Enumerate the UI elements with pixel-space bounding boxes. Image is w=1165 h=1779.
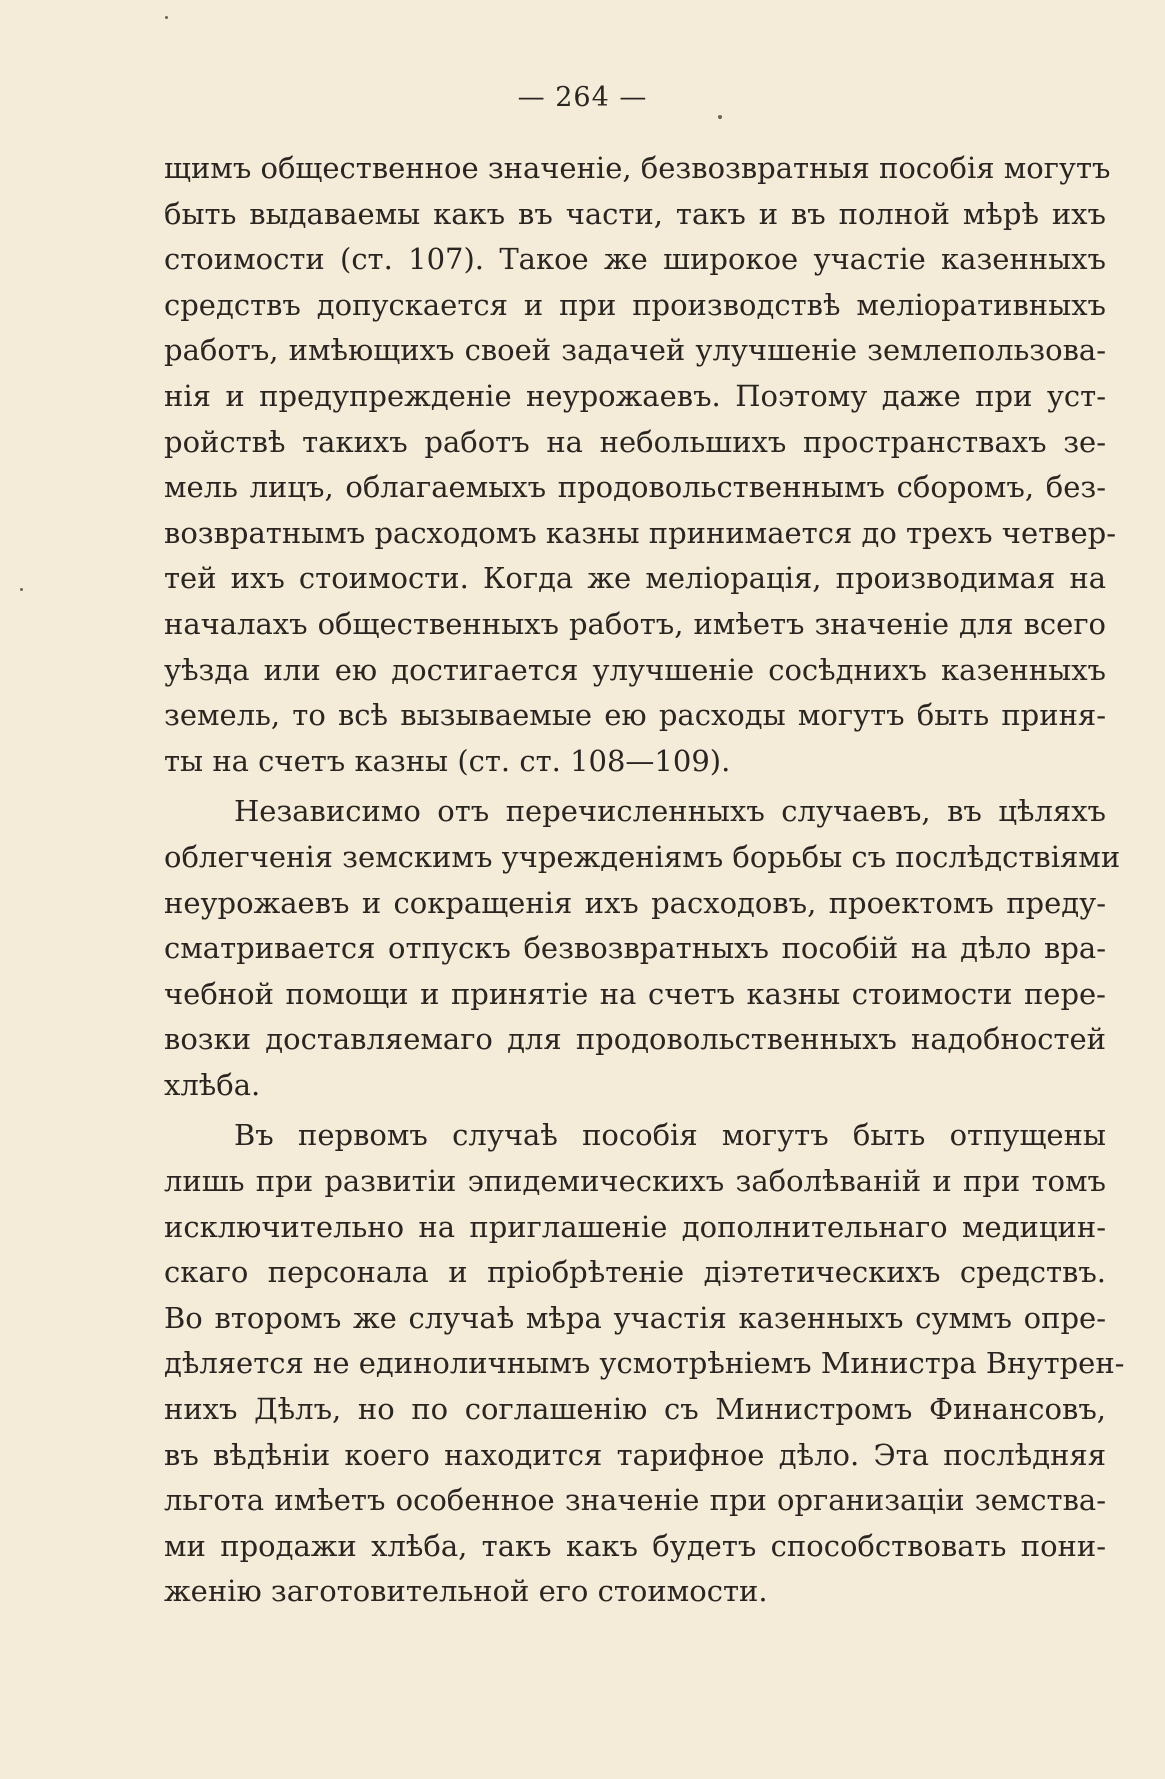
text-line: работъ, имѣющихъ своей задачей улучшеніе землепользова- (164, 333, 1106, 368)
text-line: лишь при развитіи эпидемическихъ заболѣваній и при томъ (164, 1164, 1106, 1199)
text-line: нихъ Дѣлъ, но по соглашенію съ Министромъ Финансовъ, (164, 1392, 1106, 1427)
text-line: тей ихъ стоимости. Когда же меліорація, производимая на (164, 561, 1106, 596)
text-line: неурожаевъ и сокращенія ихъ расходовъ, проектомъ преду- (164, 885, 1106, 920)
paragraph-1 (164, 146, 1117, 784)
text-line: Во второмъ же случаѣ мѣра участія казенныхъ суммъ опре- (164, 1300, 1106, 1335)
text-line: Независимо отъ перечисленныхъ случаевъ, въ цѣляхъ (234, 794, 1106, 829)
text-line: ты на счетъ казны (ст. ст. 108—109). (164, 743, 731, 778)
text-line: земель, то всѣ вызываемые ею расходы могутъ быть приня- (164, 698, 1106, 733)
text-line: ми продажи хлѣба, такъ какъ будетъ способствовать пони- (164, 1528, 1106, 1563)
text-line: щимъ общественное значеніе, безвозвратныя пособія могутъ (164, 151, 1111, 185)
text-line: нія и предупрежденіе неурожаевъ. Поэтому даже при уст- (164, 378, 1106, 413)
paper-speck (165, 16, 168, 19)
text-line: быть выдаваемы какъ въ части, такъ и въ полной мѣрѣ ихъ (164, 196, 1106, 231)
paper-speck (20, 588, 23, 591)
text-line: возвратнымъ расходомъ казны принимается до трехъ четвер- (164, 515, 1117, 550)
text-line: возки доставляемаго для продовольственныхъ надобностей (164, 1022, 1106, 1057)
text-line: льгота имѣетъ особенное значеніе при организаціи земства- (164, 1483, 1106, 1518)
text-line: хлѣба. (164, 1067, 261, 1102)
text-line: женію заготовительной его стоимости. (164, 1574, 768, 1609)
text-line: облегченія земскимъ учрежденіямъ борьбы съ послѣдствіями (164, 839, 1121, 874)
text-line: сматривается отпускъ безвозвратныхъ пособій на дѣло вра- (164, 931, 1106, 966)
text-line: Въ первомъ случаѣ пособія могутъ быть отпущены (234, 1118, 1106, 1153)
page-number: — 264 — (517, 82, 648, 113)
text-line: чебной помощи и принятіе на счетъ казны стоимости пере- (164, 976, 1106, 1011)
text-line: мель лицъ, облагаемыхъ продовольственнымъ сборомъ, без- (164, 470, 1106, 505)
text-line: скаго персонала и пріобрѣтеніе діэтетическихъ средствъ. (164, 1255, 1106, 1290)
text-line: средствъ допускается и при производствѣ меліоративныхъ (164, 287, 1106, 322)
text-line: въ вѣдѣніи коего находится тарифное дѣло. Эта послѣдняя (164, 1437, 1106, 1472)
text-line: уѣзда или ею достигается улучшеніе сосѣднихъ казенныхъ (164, 652, 1106, 687)
paragraph-2 (164, 789, 1121, 1108)
text-line: началахъ общественныхъ работъ, имѣетъ значеніе для всего (164, 606, 1106, 641)
text-line: ройствѣ такихъ работъ на небольшихъ пространствахъ зе- (164, 424, 1106, 459)
body-text (164, 146, 1125, 1615)
paragraph-3 (164, 1113, 1125, 1615)
text-line: стоимости (ст. 107). Такое же широкое участіе казенныхъ (164, 242, 1106, 277)
text-line: дѣляется не единоличнымъ усмотрѣніемъ Министра Внутрен- (164, 1346, 1125, 1381)
text-line: исключительно на приглашеніе дополнительнаго медицин- (164, 1209, 1106, 1244)
paper-speck (718, 115, 722, 119)
